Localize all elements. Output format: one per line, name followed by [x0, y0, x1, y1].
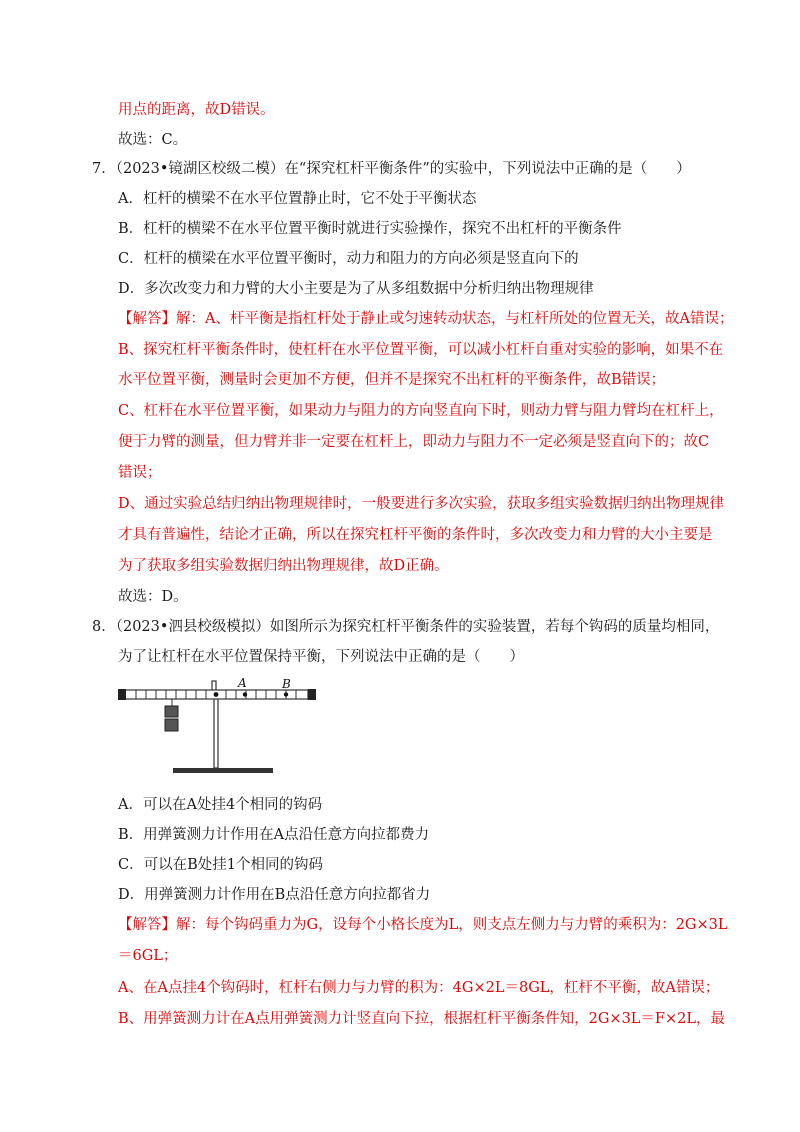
- point-b-marker: [284, 692, 288, 696]
- q7-answer-line-4: C、杠杆在水平位置平衡，如果动力与阻力的方向竖直向下时，则动力臂与阻力臂均在杠杆上，: [118, 403, 724, 419]
- q7-answer-line-8: 才具有普遍性，结论才正确，所以在探究杠杆平衡的条件时，多次改变力和力臂的大小主要是: [118, 527, 713, 543]
- balance-nut-left: [118, 689, 126, 700]
- hook-weight-2: [165, 719, 178, 731]
- q8-option-a: A．可以在A处挂4个相同的钩码: [118, 797, 323, 813]
- stand-pillar: [214, 696, 218, 768]
- q7-answer-tag: 【解答】: [118, 311, 176, 327]
- q8-answer-line-4: B、用弹簧测力计在A点用弹簧测力计竖直向下拉，根据杠杆平衡条件知，2G×3L＝F×2L，最: [118, 1011, 726, 1027]
- hook-weight-1: [165, 706, 178, 717]
- q7-answer-line-6: 错误；: [118, 465, 162, 481]
- q7-answer-line-5: 便于力臂的测量，但力臂并非一定要在杠杆上，即动力与阻力不一定必须是竖直向下的；故C: [118, 434, 710, 450]
- q7-answer-line-9: 为了获取多组实验数据归纳出物理规律，故D正确。: [118, 558, 449, 574]
- q7-answer-line-2: B、探究杠杆平衡条件时，使杠杆在水平位置平衡，可以减小杠杆自重对实验的影响，如果不在: [118, 342, 724, 358]
- q7-answer-text: 解：A、杆平衡是指杠杆处于静止或匀速转动状态，与杠杆所处的位置无关，故A错误；: [176, 311, 734, 327]
- q7-answer-line-3: 水平位置平衡，测量时会更加不方便，但并不是探究不出杠杆的平衡条件，故B错误；: [118, 372, 666, 388]
- q7-answer-line-7: D、通过实验总结归纳出物理规律时，一般要进行多次实验，获取多组实验数据归纳出物理规律: [118, 496, 725, 512]
- prev-answer-conclusion: 故选：C。: [118, 132, 188, 148]
- q7-option-d: D．多次改变力和力臂的大小主要是为了从多组数据中分析归纳出物理规律: [118, 281, 594, 297]
- q8-answer-line-1: [118, 915, 728, 935]
- balance-nut-right: [308, 689, 316, 700]
- q7-option-a: A．杠杆的横梁不在水平位置静止时，它不处于平衡状态: [118, 191, 477, 207]
- q8-answer-tag: 【解答】: [118, 917, 176, 933]
- lever-diagram: [118, 676, 318, 780]
- q7-option-c: C．杠杆的横梁在水平位置平衡时，动力和阻力的方向必须是竖直向下的: [118, 251, 579, 267]
- q7-conclusion: 故选：D。: [118, 589, 188, 605]
- pivot-point: [214, 692, 219, 697]
- q8-option-c: C．可以在B处挂1个相同的钩码: [118, 857, 323, 873]
- point-a-label: A: [238, 676, 247, 690]
- q8-stem-line-2: 为了让杠杆在水平位置保持平衡，下列说法中正确的是（ ）: [118, 649, 524, 665]
- point-b-label: B: [282, 677, 291, 691]
- point-a-marker: [243, 692, 247, 696]
- q7-stem: 7．（2023•镜湖区校级二模）在“探究杠杆平衡条件”的实验中，下列说法中正确的是（ ）: [92, 161, 691, 177]
- q8-answer-text: 解：每个钩码重力为G，设每个小格长度为L，则支点左侧力与力臂的乘积为：2G×3L: [176, 917, 728, 933]
- q7-answer-line-1: [118, 309, 733, 329]
- q8-answer-line-2: ＝6GL；: [118, 948, 178, 964]
- q8-option-b: B．用弹簧测力计作用在A点沿任意方向拉都费力: [118, 827, 430, 843]
- q8-stem-line-1: 8．（2023•泗县校级模拟）如图所示为探究杠杆平衡条件的实验装置，若每个钩码的质量均相同，: [92, 619, 720, 635]
- q8-answer-line-3: A、在A点挂4个钩码时，杠杆右侧力与力臂的积为：4G×2L＝8GL，杠杆不平衡，故A错误；: [118, 980, 720, 996]
- prev-answer-tail: 用点的距离，故D错误。: [118, 102, 275, 118]
- stand-base: [173, 768, 273, 773]
- q7-option-b: B．杠杆的横梁不在水平位置平衡时就进行实验操作，探究不出杠杆的平衡条件: [118, 221, 622, 237]
- q8-option-d: D．用弹簧测力计作用在B点沿任意方向拉都省力: [118, 887, 431, 903]
